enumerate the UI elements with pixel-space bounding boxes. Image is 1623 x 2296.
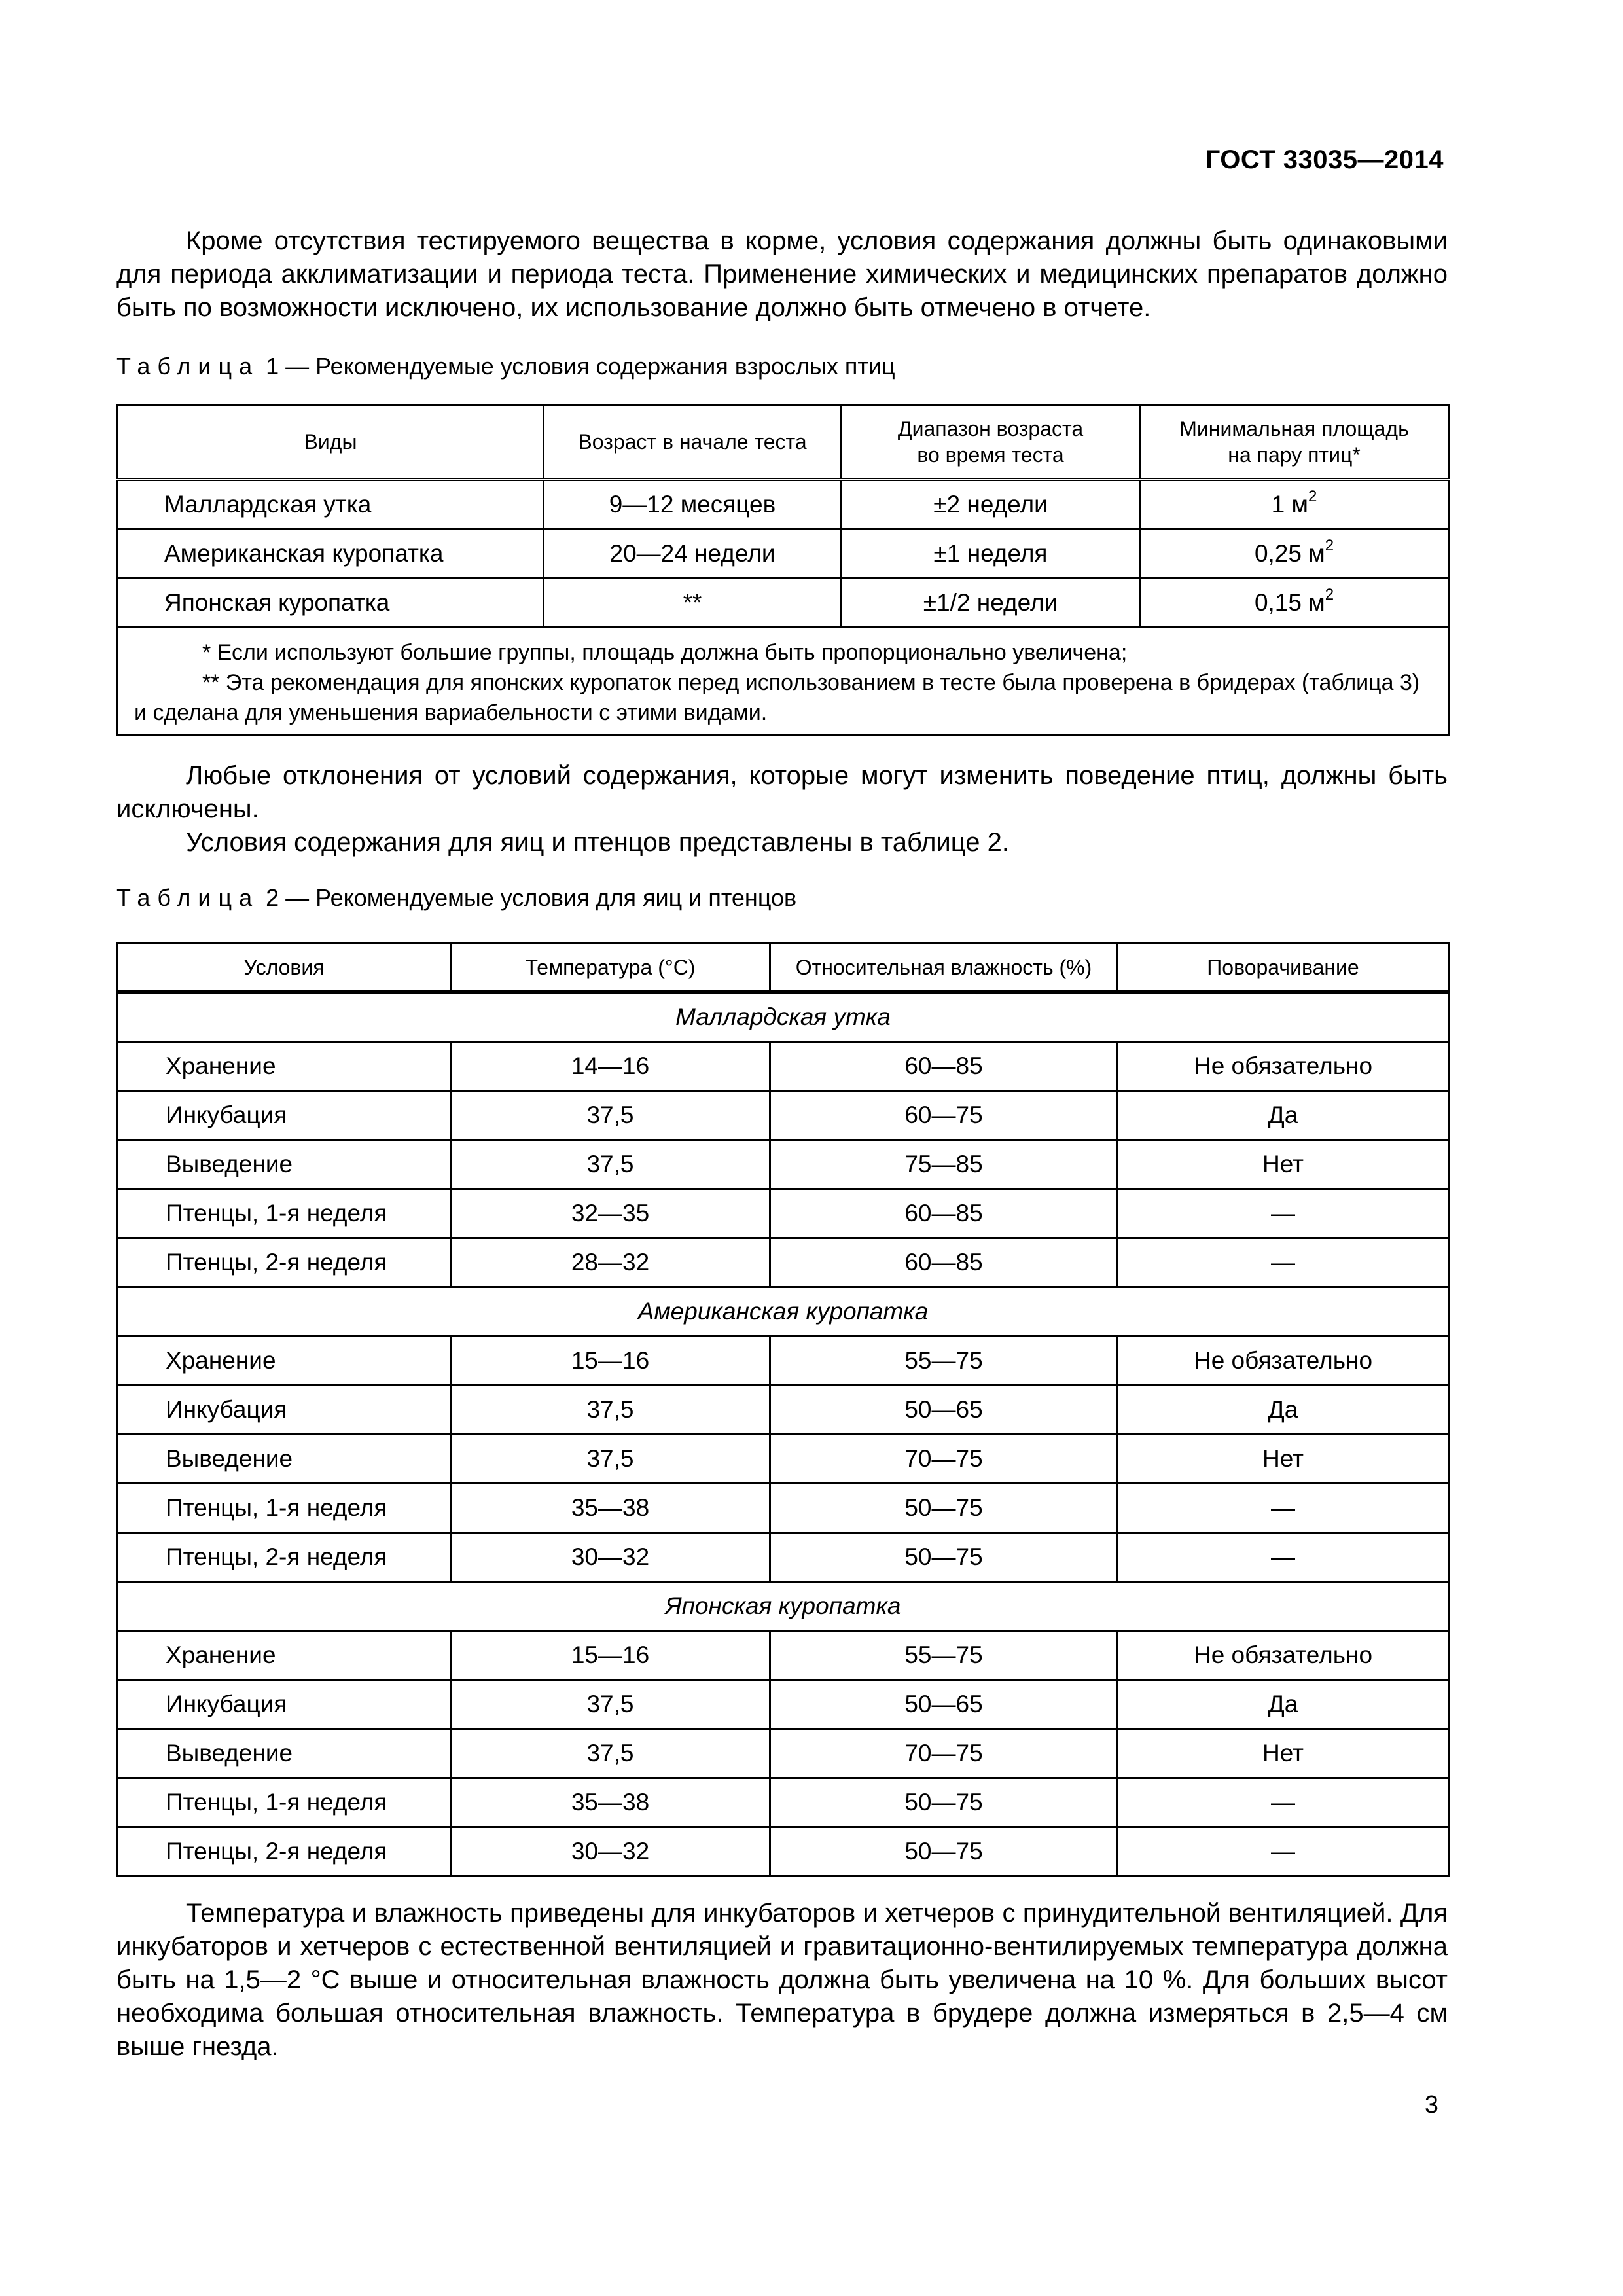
table-cell: Хранение — [118, 1336, 451, 1386]
table-cell: 37,5 — [451, 1680, 770, 1729]
group-label: Японская куропатка — [118, 1582, 1449, 1631]
table2-header-humidity: Относительная влажность (%) — [770, 944, 1118, 992]
table-row — [118, 1042, 1449, 1091]
table-cell: 50—75 — [770, 1778, 1118, 1827]
table-cell: — — [1118, 1238, 1449, 1287]
table2-eggs-chicks — [116, 942, 1450, 1877]
table-cell: 70—75 — [770, 1435, 1118, 1484]
document-code: ГОСТ 33035—2014 — [1205, 145, 1444, 174]
table-cell: 60—85 — [770, 1189, 1118, 1238]
table-cell: Нет — [1118, 1140, 1449, 1189]
table-cell: 35—38 — [451, 1778, 770, 1827]
table-cell: — — [1118, 1533, 1449, 1582]
table2-group-row — [118, 992, 1449, 1042]
table-cell: Птенцы, 1-я неделя — [118, 1778, 451, 1827]
table-cell: 75—85 — [770, 1140, 1118, 1189]
table-cell: — — [1118, 1827, 1449, 1876]
table1-caption: Таблица 1 — Рекомендуемые условия содержания взрослых птиц — [116, 353, 895, 380]
table-cell: ±1 неделя — [842, 529, 1140, 579]
table-cell: 37,5 — [451, 1435, 770, 1484]
table-cell: Американская куропатка — [118, 529, 544, 579]
table-row — [118, 1336, 1449, 1386]
table-cell: 1 $м^2$ — [1140, 480, 1449, 529]
paragraph-egg-conditions: Условия содержания для яиц и птенцов представлены в таблице 2. — [186, 828, 1009, 857]
table-row — [118, 1827, 1449, 1876]
table-row — [118, 1484, 1449, 1533]
table-cell: 60—75 — [770, 1091, 1118, 1140]
group-label: Маллардская утка — [118, 992, 1449, 1042]
table-cell: 50—75 — [770, 1827, 1118, 1876]
table1-notes-row — [118, 628, 1449, 736]
table-cell: 30—32 — [451, 1533, 770, 1582]
table1-header-range: Диапазон возраста во время теста — [842, 405, 1140, 480]
paragraph-housing-conditions: Кроме отсутствия тестируемого вещества в корме, условия содержания должны быть одинаковыми для периода акклиматизации и периода теста. Применение химических и медицинских препаратов должно быть по возможности исключено, их использование должно быть отмечено в отчете. — [116, 226, 1448, 322]
table-cell: — — [1118, 1189, 1449, 1238]
table-row — [118, 1729, 1449, 1778]
group-label: Американская куропатка — [118, 1287, 1449, 1336]
table-cell: — — [1118, 1778, 1449, 1827]
page-number: 3 — [1424, 2091, 1438, 2119]
table-cell: Выведение — [118, 1435, 451, 1484]
table-cell: Инкубация — [118, 1386, 451, 1435]
table-cell: 55—75 — [770, 1336, 1118, 1386]
table-cell: 50—75 — [770, 1533, 1118, 1582]
table-cell: — — [1118, 1484, 1449, 1533]
table-row — [118, 1238, 1449, 1287]
table2-caption: Таблица 2 — Рекомендуемые условия для яиц и птенцов — [116, 884, 797, 911]
table-row — [118, 1140, 1449, 1189]
table-cell: Маллардская утка — [118, 480, 544, 529]
table-row — [118, 1189, 1449, 1238]
table-cell: 14—16 — [451, 1042, 770, 1091]
table2-header-conditions: Условия — [118, 944, 451, 992]
table-cell: ** — [544, 579, 842, 628]
table-row — [118, 1533, 1449, 1582]
table-cell: Выведение — [118, 1140, 451, 1189]
table-cell: Нет — [1118, 1729, 1449, 1778]
table-cell: Инкубация — [118, 1680, 451, 1729]
table-cell: Не обязательно — [1118, 1631, 1449, 1680]
paragraph-deviations: Любые отклонения от условий содержания, которые могут изменить поведение птиц, должны быть исключены. — [116, 761, 1448, 823]
table-cell: 37,5 — [451, 1729, 770, 1778]
table-cell: Да — [1118, 1680, 1449, 1729]
table2-header-turning: Поворачивание — [1118, 944, 1449, 992]
table-row — [118, 1435, 1449, 1484]
table-row — [118, 1091, 1449, 1140]
table2-header-temperature: Температура (°С) — [451, 944, 770, 992]
table2-header-row — [118, 944, 1449, 992]
table-cell: 15—16 — [451, 1336, 770, 1386]
table1-header-species: Виды — [118, 405, 544, 480]
table1-header-age: Возраст в начале теста — [544, 405, 842, 480]
table-cell: 30—32 — [451, 1827, 770, 1876]
table1-note-2: ** Эта рекомендация для японских куропаток перед использованием в тесте была проверена в бридерах (таблица 3) и сделана для уменьшения вариабельности с этими видами. — [134, 670, 1420, 725]
table-row — [118, 1680, 1449, 1729]
table-cell: 50—65 — [770, 1386, 1118, 1435]
table-cell: 60—85 — [770, 1238, 1118, 1287]
paragraph-temperature-humidity: Температура и влажность приведены для инкубаторов и хетчеров с принудительной вентиляцией. Для инкубаторов и хетчеров с естественной вентиляцией и гравитационно-вентилируемых температура должна быть на 1,5—2 °С выше и относительная влажность должна быть увеличена на 10 %. Для больших высот необходима большая относительная влажность. Температура в брудере должна измеряться в 2,5—4 см выше гнезда. — [116, 1899, 1448, 2061]
table-cell: 0,25 $м^2$ — [1140, 529, 1449, 579]
table-cell: Инкубация — [118, 1091, 451, 1140]
table-cell: 37,5 — [451, 1386, 770, 1435]
table-row — [118, 1778, 1449, 1827]
table-row — [118, 480, 1449, 529]
table-cell: 15—16 — [451, 1631, 770, 1680]
table-cell: Птенцы, 2-я неделя — [118, 1827, 451, 1876]
table-cell: 50—65 — [770, 1680, 1118, 1729]
table1-header-area: Минимальная площадь на пару птиц* — [1140, 405, 1449, 480]
table-cell: 28—32 — [451, 1238, 770, 1287]
table1-notes — [118, 628, 1449, 736]
table-cell: 0,15 $м^2$ — [1140, 579, 1449, 628]
table-cell: 35—38 — [451, 1484, 770, 1533]
table-cell: Птенцы, 2-я неделя — [118, 1238, 451, 1287]
table-cell: 50—75 — [770, 1484, 1118, 1533]
table1-header-row — [118, 405, 1449, 480]
table-row — [118, 1631, 1449, 1680]
table-cell: ±1/2 недели — [842, 579, 1140, 628]
table-cell: Птенцы, 2-я неделя — [118, 1533, 451, 1582]
table-cell: Да — [1118, 1091, 1449, 1140]
table-cell: Японская куропатка — [118, 579, 544, 628]
table-row — [118, 1386, 1449, 1435]
table1-adult-birds — [116, 404, 1450, 736]
table-cell: 37,5 — [451, 1140, 770, 1189]
table-cell: 20—24 недели — [544, 529, 842, 579]
table-cell: ±2 недели — [842, 480, 1140, 529]
table-row — [118, 579, 1449, 628]
table-cell: Птенцы, 1-я неделя — [118, 1189, 451, 1238]
table-cell: Да — [1118, 1386, 1449, 1435]
table-cell: Не обязательно — [1118, 1336, 1449, 1386]
table2-group-row — [118, 1582, 1449, 1631]
table-cell: 60—85 — [770, 1042, 1118, 1091]
table-cell: Выведение — [118, 1729, 451, 1778]
table-cell: Хранение — [118, 1042, 451, 1091]
table-cell: 37,5 — [451, 1091, 770, 1140]
table1-note-1: * Если используют большие группы, площадь должна быть пропорционально увеличена; — [202, 640, 1128, 665]
table-cell: 9—12 месяцев — [544, 480, 842, 529]
table-cell: Нет — [1118, 1435, 1449, 1484]
table-cell: 70—75 — [770, 1729, 1118, 1778]
table-row — [118, 529, 1449, 579]
table-cell: 32—35 — [451, 1189, 770, 1238]
table-cell: Хранение — [118, 1631, 451, 1680]
table-cell: Не обязательно — [1118, 1042, 1449, 1091]
table-cell: Птенцы, 1-я неделя — [118, 1484, 451, 1533]
table-cell: 55—75 — [770, 1631, 1118, 1680]
table2-group-row — [118, 1287, 1449, 1336]
